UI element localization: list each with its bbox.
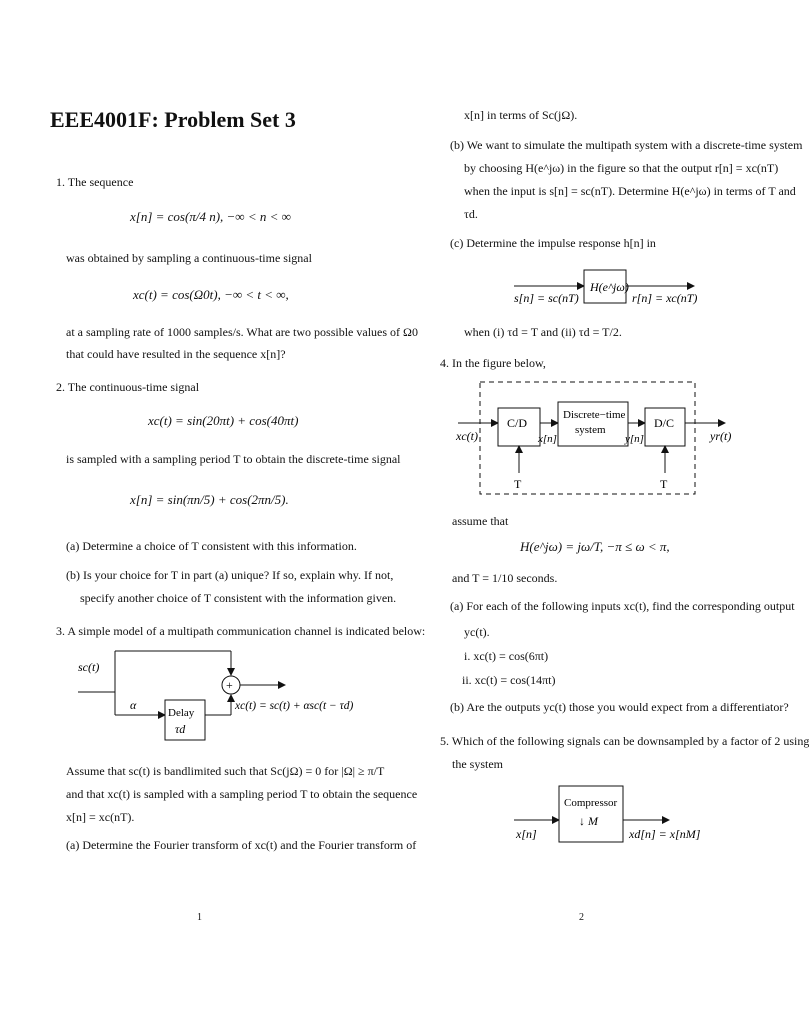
problem-3-part-b-2: by choosing H(e^jω) in the figure so that the output r[n] = xc(nT) bbox=[464, 161, 779, 175]
problem-4-part-a-i: i. xc(t) = cos(6πt) bbox=[464, 649, 549, 663]
problem-3-part-b-3: when the input is s[n] = sc(nT). Determine H(e^jω) in terms of T and bbox=[464, 184, 796, 198]
sampling-diagram bbox=[450, 378, 750, 498]
dt-label-1: Discrete−time bbox=[563, 409, 626, 421]
yr-label: yr(t) bbox=[710, 429, 732, 443]
problem-2-equation-2: x[n] = sin(πn/5) + cos(2πn/5). bbox=[130, 492, 289, 507]
output-label: xd[n] = x[nM] bbox=[629, 827, 701, 841]
problem-4-equation: H(e^jω) = jω/T, −π ≤ ω < π, bbox=[520, 539, 670, 554]
problem-3-part-b-4: τd. bbox=[464, 207, 478, 221]
problem-2-part-a: (a) Determine a choice of T consistent with this information. bbox=[66, 539, 357, 553]
t-label-1: T bbox=[514, 477, 522, 491]
plus-sign: + bbox=[226, 678, 233, 692]
page-number: 1 bbox=[197, 912, 202, 923]
problem-3-text: Assume that sc(t) is bandlimited such that Sc(jΩ) = 0 for |Ω| ≥ π/T bbox=[66, 764, 385, 778]
problem-1-equation: x[n] = cos(π/4 n), −∞ < n < ∞ bbox=[130, 209, 291, 224]
alpha-label: α bbox=[130, 698, 137, 712]
problem-4-part-a: (a) For each of the following inputs xc(t), find the corresponding output bbox=[450, 599, 795, 613]
problem-3-part-a-cont: x[n] in terms of Sc(jΩ). bbox=[464, 108, 578, 122]
problem-4-part-a-2: yc(t). bbox=[464, 625, 490, 639]
page-number: 2 bbox=[579, 912, 584, 923]
input-label: x[n] bbox=[516, 827, 537, 841]
delay-label: Delay bbox=[168, 707, 195, 719]
tau-label: τd bbox=[175, 722, 186, 736]
problem-1-text-3: that could have resulted in the sequence x[n]? bbox=[66, 347, 286, 361]
problem-2-text: is sampled with a sampling period T to obtain the discrete-time signal bbox=[66, 452, 401, 466]
output-label: r[n] = xc(nT) bbox=[632, 291, 698, 305]
problem-3-part-c-when: when (i) τd = T and (ii) τd = T/2. bbox=[464, 325, 622, 339]
dc-label: D/C bbox=[654, 416, 675, 430]
xc-label: xc(t) bbox=[456, 429, 478, 443]
problem-2-part-b-cont: specify another choice of T consistent with the information given. bbox=[80, 591, 397, 605]
problem-3-intro: 3. A simple model of a multipath communication channel is indicated below: bbox=[56, 624, 426, 638]
page-2 bbox=[384, 0, 809, 1024]
problem-1-text: was obtained by sampling a continuous-time signal bbox=[66, 251, 312, 265]
compressor-diagram bbox=[504, 780, 754, 850]
problem-3-text-3: x[n] = xc(nT). bbox=[66, 810, 135, 824]
h-label: H(e^jω) bbox=[590, 280, 629, 294]
problem-3-part-a: (a) Determine the Fourier transform of xc(t) and the Fourier transform of bbox=[66, 838, 417, 852]
problem-2-part-b: (b) Is your choice for T in part (a) unique? If so, explain why. If not, bbox=[66, 568, 394, 582]
yn-label: y[n] bbox=[625, 433, 644, 445]
problem-4-assume: assume that bbox=[452, 514, 509, 528]
dt-label-2: system bbox=[575, 424, 606, 436]
problem-1-intro: 1. The sequence bbox=[56, 175, 134, 189]
problem-5-intro-2: the system bbox=[452, 757, 503, 771]
problem-3-part-b: (b) We want to simulate the multipath system with a discrete-time system bbox=[450, 138, 803, 152]
cd-label: C/D bbox=[507, 416, 528, 430]
problem-2-equation: xc(t) = sin(20πt) + cos(40πt) bbox=[148, 413, 299, 428]
input-label: s[n] = sc(nT) bbox=[514, 291, 579, 305]
problem-2-intro: 2. The continuous-time signal bbox=[56, 380, 200, 394]
problem-5-intro: 5. Which of the following signals can be downsampled by a factor of 2 using bbox=[440, 734, 809, 748]
problem-4-and: and T = 1/10 seconds. bbox=[452, 571, 558, 585]
compressor-label: Compressor bbox=[564, 797, 618, 809]
output-label: xc(t) = sc(t) + αsc(t − τd) bbox=[235, 700, 354, 712]
impulse-diagram bbox=[504, 258, 754, 313]
problem-4-part-b: (b) Are the outputs yc(t) those you would expect from a differentiator? bbox=[450, 700, 789, 714]
downsample-label: ↓ M bbox=[579, 814, 598, 828]
problem-3-part-c: (c) Determine the impulse response h[n] in bbox=[450, 236, 656, 250]
page-title: EEE4001F: Problem Set 3 bbox=[50, 107, 296, 132]
problem-4-part-a-ii: ii. xc(t) = cos(14πt) bbox=[462, 673, 556, 687]
problem-4-intro: 4. In the figure below, bbox=[440, 356, 546, 370]
t-label-2: T bbox=[660, 477, 668, 491]
problem-3-text-2: and that xc(t) is sampled with a sampling period T to obtain the sequence bbox=[66, 787, 418, 801]
problem-1-equation-2: xc(t) = cos(Ω0t), −∞ < t < ∞, bbox=[133, 287, 289, 302]
xn-label: x[n] bbox=[538, 433, 557, 445]
input-label: sc(t) bbox=[78, 660, 100, 674]
problem-1-text-2: at a sampling rate of 1000 samples/s. What are two possible values of Ω0 bbox=[66, 325, 418, 339]
multipath-diagram bbox=[70, 645, 370, 750]
